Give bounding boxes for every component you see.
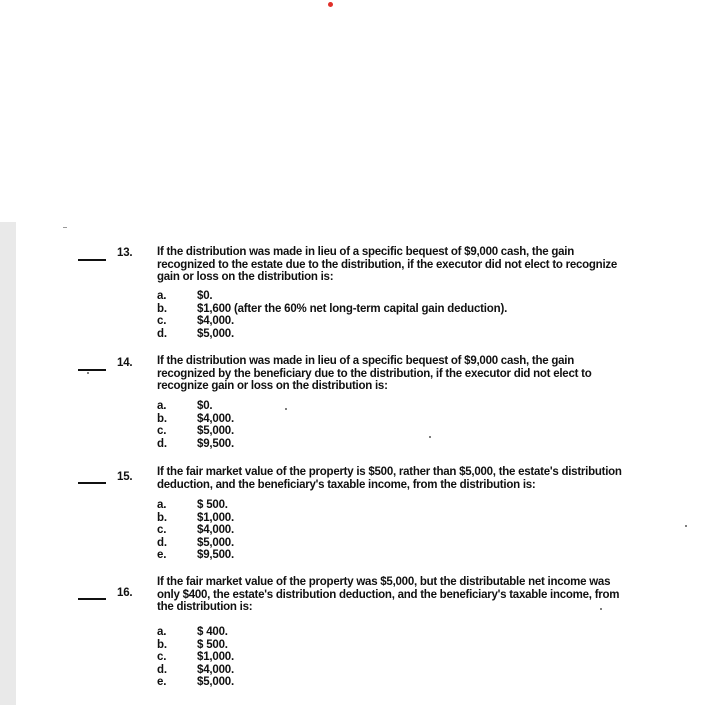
question-number: 16. bbox=[117, 587, 133, 599]
option-letter: b. bbox=[157, 302, 167, 315]
option-c[interactable] bbox=[157, 315, 507, 328]
option-d[interactable] bbox=[157, 438, 234, 451]
option-letter: e. bbox=[157, 676, 167, 689]
question-stem: If the fair market value of the property is $500, rather than $5,000, the estate's distribution deduction, and the beneficiary's taxable income, from the distribution is: bbox=[157, 466, 622, 491]
option-text: $5,000. bbox=[197, 676, 234, 689]
option-d[interactable] bbox=[157, 664, 234, 677]
option-letter: e. bbox=[157, 549, 167, 562]
option-text: $0. bbox=[197, 290, 213, 302]
answer-blank[interactable] bbox=[78, 482, 106, 484]
question-stem: If the distribution was made in lieu of a specific bequest of $9,000 cash, the gain recognized to the estate due to the distribution, if the executor did not elect to recognize gain or loss on the distribution is: bbox=[157, 246, 618, 284]
answer-options bbox=[157, 290, 507, 340]
scan-speck bbox=[685, 525, 687, 527]
option-letter: c. bbox=[157, 425, 167, 438]
option-letter: a. bbox=[157, 290, 167, 302]
option-text: $4,000. bbox=[197, 412, 234, 425]
option-letter: b. bbox=[157, 412, 167, 425]
option-letter: d. bbox=[157, 536, 167, 549]
answer-blank[interactable] bbox=[78, 259, 106, 261]
option-text: $1,000. bbox=[197, 511, 234, 524]
question-number: 13. bbox=[117, 247, 133, 259]
option-d[interactable] bbox=[157, 537, 234, 550]
option-text: $9,500. bbox=[197, 437, 234, 450]
option-text: $ 500. bbox=[197, 499, 228, 511]
option-text: $4,000. bbox=[197, 663, 234, 676]
option-text: $4,000. bbox=[197, 315, 234, 328]
option-text: $5,000. bbox=[197, 425, 234, 438]
answer-blank[interactable] bbox=[78, 369, 106, 371]
option-text: $1,600 (after the 60% net long-term capital gain deduction). bbox=[197, 302, 508, 315]
scan-speck bbox=[429, 436, 431, 438]
option-c[interactable] bbox=[157, 651, 234, 664]
option-d[interactable] bbox=[157, 328, 507, 341]
option-b[interactable] bbox=[157, 413, 234, 426]
option-letter: c. bbox=[157, 524, 167, 537]
option-c[interactable] bbox=[157, 425, 234, 438]
option-letter: d. bbox=[157, 663, 167, 676]
option-text: $5,000. bbox=[197, 327, 234, 340]
scan-speck bbox=[600, 608, 602, 610]
option-letter: d. bbox=[157, 327, 167, 340]
left-margin-strip bbox=[0, 222, 16, 705]
option-text: $ 500. bbox=[197, 638, 228, 651]
answer-blank[interactable] bbox=[78, 598, 106, 600]
option-a[interactable] bbox=[157, 626, 234, 639]
option-b[interactable] bbox=[157, 639, 234, 652]
option-a[interactable] bbox=[157, 290, 507, 303]
answer-options bbox=[157, 400, 234, 450]
question-stem: If the distribution was made in lieu of a specific bequest of $9,000 cash, the gain recognized by the beneficiary due to the distribution, if the executor did not elect to recognize gain or loss on the distribution is: bbox=[157, 355, 592, 393]
option-text: $ 400. bbox=[197, 626, 228, 638]
option-letter: c. bbox=[157, 651, 167, 664]
option-text: $1,000. bbox=[197, 651, 234, 664]
option-text: $0. bbox=[197, 400, 213, 412]
option-text: $4,000. bbox=[197, 524, 234, 537]
option-e[interactable] bbox=[157, 676, 234, 689]
scan-speck bbox=[285, 408, 287, 410]
option-letter: a. bbox=[157, 400, 167, 412]
option-letter: c. bbox=[157, 315, 167, 328]
option-c[interactable] bbox=[157, 524, 234, 537]
question-number: 15. bbox=[117, 471, 133, 483]
option-letter: a. bbox=[157, 626, 167, 638]
option-text: $9,500. bbox=[197, 549, 234, 562]
option-a[interactable] bbox=[157, 400, 234, 413]
answer-options bbox=[157, 626, 234, 689]
scan-speck bbox=[87, 372, 89, 374]
option-letter: a. bbox=[157, 499, 167, 511]
option-letter: d. bbox=[157, 437, 167, 450]
answer-options bbox=[157, 499, 234, 562]
option-b[interactable] bbox=[157, 303, 507, 316]
question-number: 14. bbox=[117, 357, 133, 369]
scan-mark bbox=[63, 227, 67, 228]
question-stem: If the fair market value of the property was $5,000, but the distributable net income was only $400, the estate's distribution deduction, and the beneficiary's taxable income, from the distribution is: bbox=[157, 576, 620, 614]
option-text: $5,000. bbox=[197, 536, 234, 549]
option-letter: b. bbox=[157, 511, 167, 524]
option-letter: b. bbox=[157, 638, 167, 651]
option-e[interactable] bbox=[157, 549, 234, 562]
red-dot-mark bbox=[328, 2, 333, 7]
option-a[interactable] bbox=[157, 499, 234, 512]
option-b[interactable] bbox=[157, 512, 234, 525]
